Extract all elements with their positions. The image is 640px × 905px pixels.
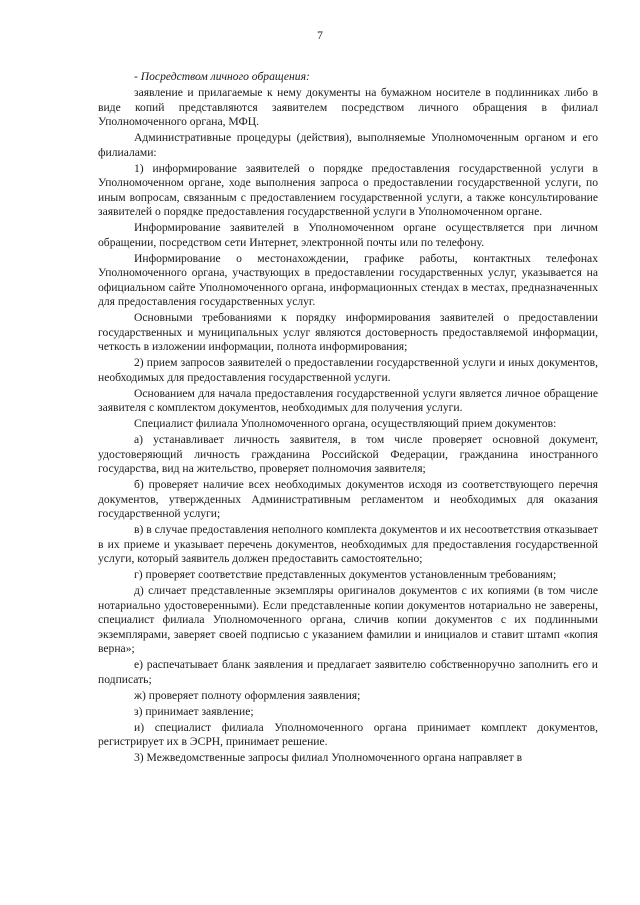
paragraph: 3) Межведомственные запросы филиал Уполномоченного органа направляет в: [134, 751, 523, 764]
paragraph: Основными требованиями к порядку информирования заявителей о предоставлении государственных и муниципальных услуг являются достоверность предоставляемой информации, четкость в изложении информации, полнота информирования;: [98, 311, 598, 353]
list-item: е) распечатывает бланк заявления и предлагает заявителю собственноручно заполнить его и подписать;: [98, 658, 598, 686]
list-item: ж) проверяет полноту оформления заявления;: [134, 688, 361, 702]
paragraph: Информирование о местонахождении, графике работы, контактных телефонах Уполномоченного органа, участвующих в предоставлении государственных услуг, указывается на официальном сайте Уполномоченного органа, информационных стендах в местах, предназначенных для предоставления государственных услуг.: [98, 251, 598, 308]
list-item: и) специалист филиала Уполномоченного органа принимает комплект документов, регистрирует их в ЭСРН, принимает решение.: [98, 720, 598, 748]
paragraph: 1) информирование заявителей о порядке предоставления государственной услуги в Уполномоченном органе, ходе выполнения запроса о предоставлении государственной услуги, по иным вопросам, связанным с предоставлением государственной услуги, а также консультирование заявителей о порядке предоставления государственной услуги в Уполномоченном органе.: [98, 161, 598, 218]
document-body: [98, 70, 598, 767]
paragraph: Основанием для начала предоставления государственной услуги является личное обращение заявителя с комплектом документов, необходимых для получения услуги.: [98, 386, 598, 414]
page-number: 7: [317, 30, 323, 42]
list-item: а) устанавливает личность заявителя, в том числе проверяет основной документ, удостоверяющий личность гражданина Российской Федерации, гражданина иностранного государства, вид на жительство, проверяет полномочия заявителя;: [98, 433, 598, 475]
paragraph: Информирование заявителей в Уполномоченном органе осуществляется при личном обращении, посредством сети Интернет, электронной почты или по телефону.: [98, 221, 598, 249]
paragraph: Специалист филиала Уполномоченного органа, осуществляющий прием документов:: [134, 417, 557, 430]
paragraph: заявление и прилагаемые к нему документы на бумажном носителе в подлинниках либо в виде копий представляются заявителем посредством личного обращения в филиал Уполномоченного органа, МФЦ.: [98, 86, 598, 128]
section-heading: - Посредством личного обращения:: [134, 70, 310, 83]
list-item: б) проверяет наличие всех необходимых документов исходя из соответствующего перечня документов, утвержденных Административным регламентом и необходимых для оказания государственной услуги;: [98, 478, 598, 520]
paragraph: 2) прием запросов заявителей о предоставлении государственной услуги и иных документов, необходимых для предоставления государственной услуги.: [98, 356, 598, 384]
paragraph: Административные процедуры (действия), выполняемые Уполномоченным органом и его филиалами:: [98, 131, 598, 159]
list-item: д) сличает представленные экземпляры оригиналов документов с их копиями (в том числе нотариально удостоверенными). Если представленные копии документов нотариально не заверены, специалист филиала Уполномоченного органа, сличив копии документов с их подлинными экземплярами, заверяет своей подписью с указанием фамилии и инициалов и ставит штамп «копия верна»;: [98, 584, 598, 655]
list-item: з) принимает заявление;: [134, 704, 254, 718]
list-item: в) в случае предоставления неполного комплекта документов и их несоответствия отказывает в их приеме и указывает перечень документов, необходимых для предоставления государственной услуги, который заявитель должен предоставить самостоятельно;: [98, 523, 598, 565]
list-item: г) проверяет соответствие представленных документов установленным требованиям;: [134, 568, 557, 581]
